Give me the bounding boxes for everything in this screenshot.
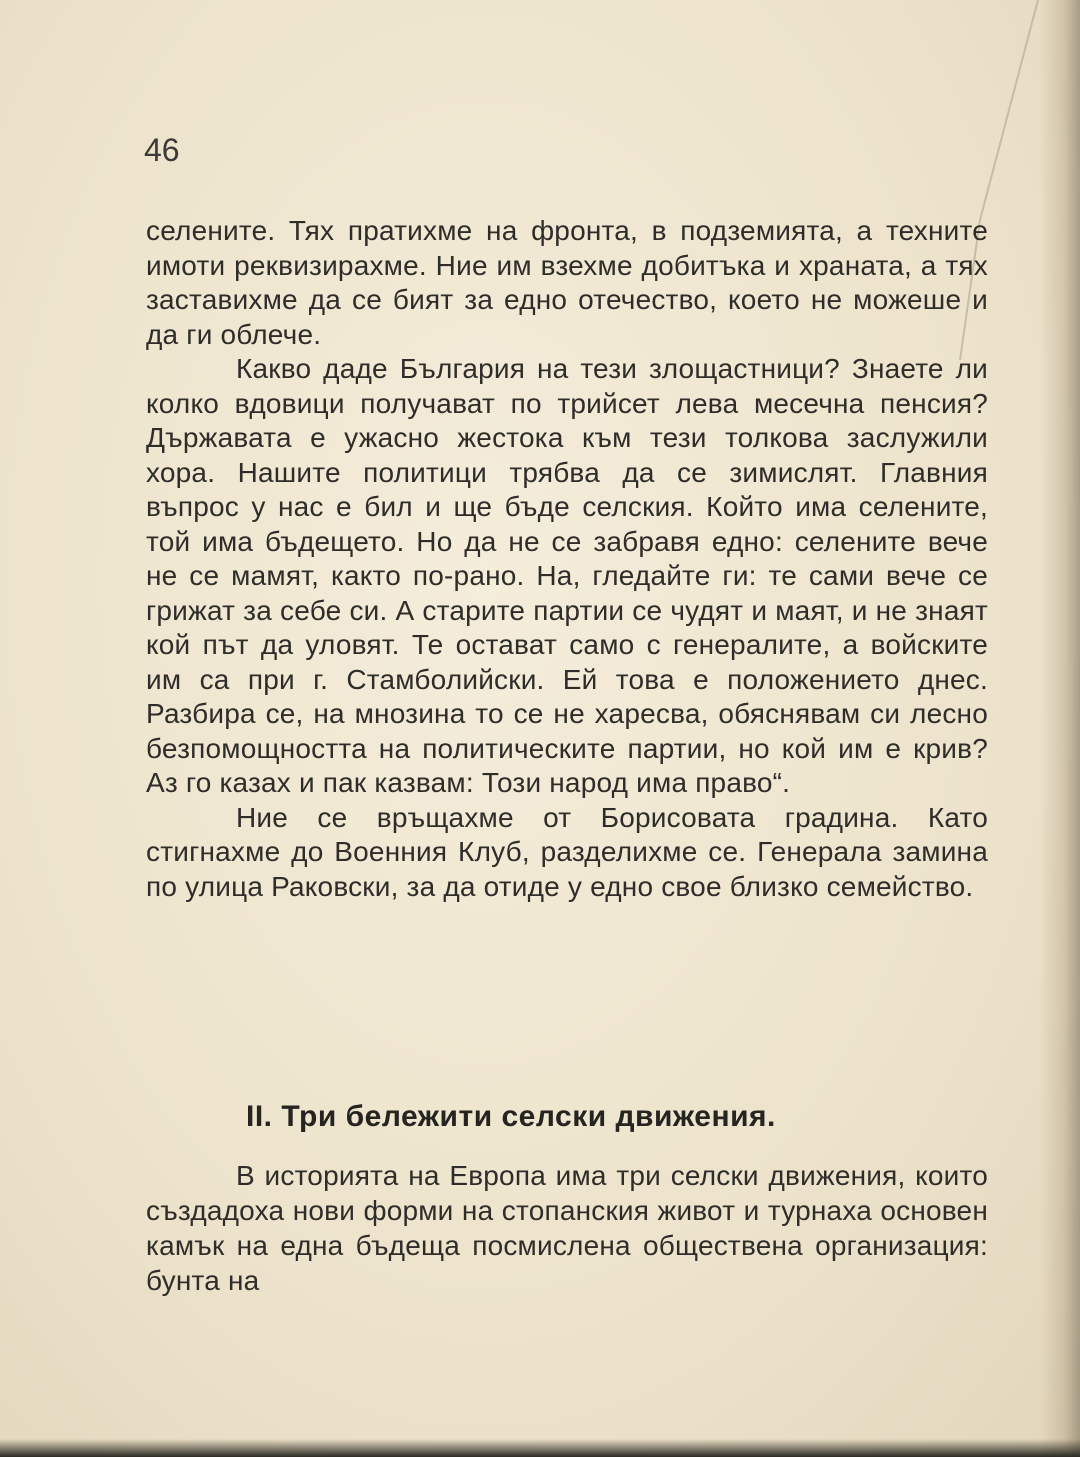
body-text-section-2 <box>146 1158 988 1298</box>
paragraph-3: Ние се връщахме от Борисовата градина. Като стигнахме до Военния Клуб, разделихме се. Генерала замина по улица Раковски, за да отиде у едно свое близко семейство. <box>146 801 988 902</box>
page-number: 46 <box>144 132 180 168</box>
section-heading: II. Три бележити селски движения. <box>246 1100 776 1133</box>
page-edge-shadow <box>1040 0 1080 1457</box>
paragraph-1: селените. Тях пратихме на фронта, в подземията, а техните имоти реквизирахме. Ние им взехме добитъка и храната, а тях заставихме да се бият за едно отечество, което не можеше и да ги облече. <box>146 215 988 350</box>
body-text <box>146 214 988 904</box>
paragraph-2: Какво даде България на тези злощастници? Знаете ли колко вдовици получават по трийсет лева месечна пенсия? Държавата е ужасно жестока към тези толкова заслужили хора. Нашите политици трябва да се зимислят. Главния въпрос у нас е бил и ще бъде селския. Който има селените, той има бъдещето. Но да не се забравя едно: селените вече не се мамят, както по-рано. На, гледайте ги: те сами вече се грижат за себе си. А старите партии се чудят и маят, и не знаят кой път да уловят. Те остават само с генералите, а войските им са при г. Стамболийски. Ей това е положението днес. Разбира се, на мнозина то се не харесва, обяснявам си лесно безпомощността на политическите партии, но кой им е крив? Аз го казах и пак казвам: Този народ има право“. <box>146 353 988 798</box>
page-bottom-edge <box>0 1439 1080 1457</box>
paragraph-4: В историята на Европа има три селски движения, които създадоха нови форми на стопанския живот и турнаха основен камък на една бъдеща посмислена обществена организация: бунта на <box>146 1160 988 1296</box>
